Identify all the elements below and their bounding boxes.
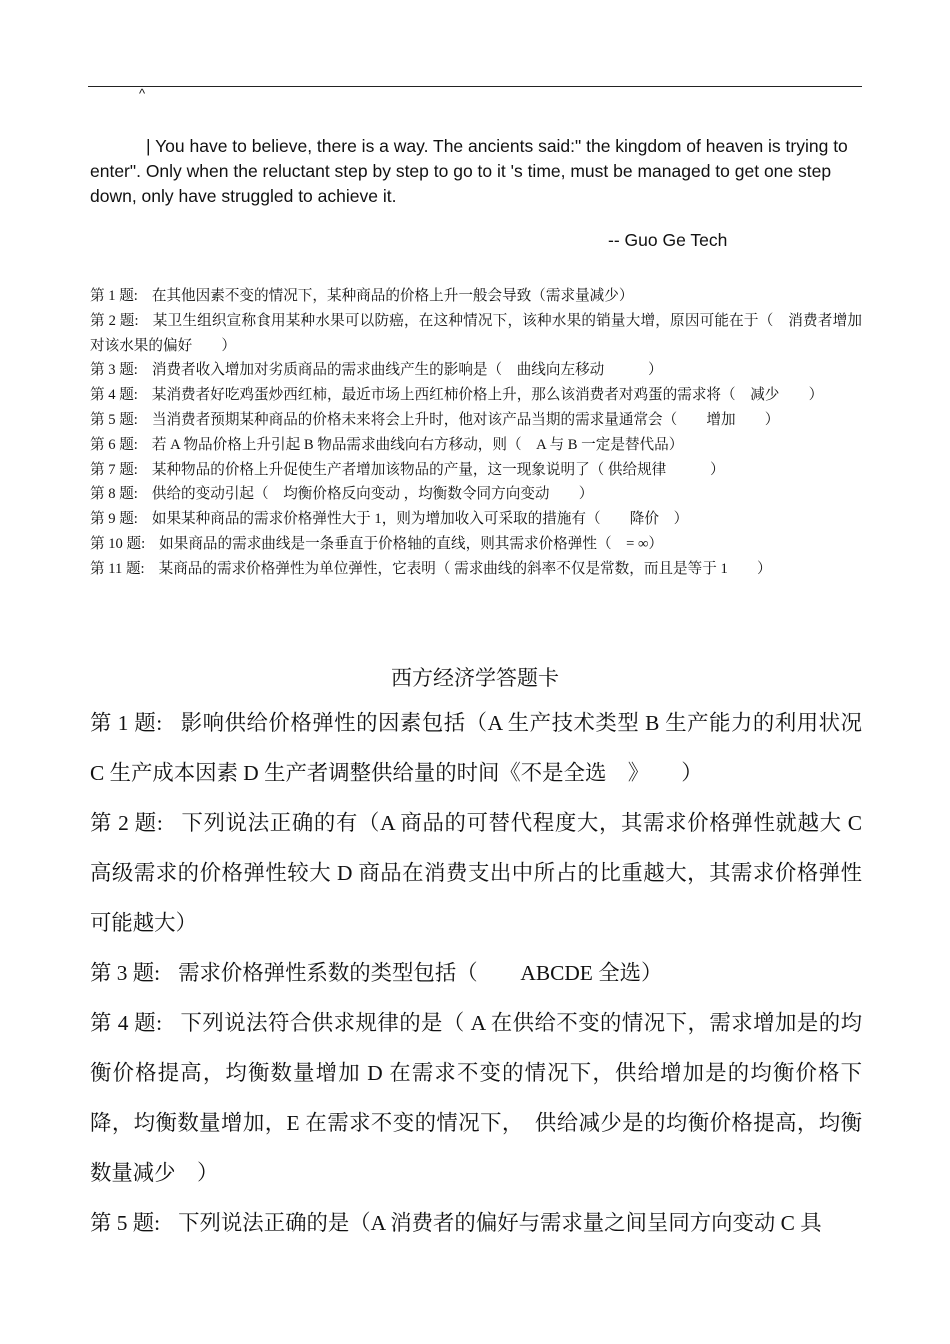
question-text: 某种物品的价格上升促使生产者增加该物品的产量，这一现象说明了（ 供给规律 ） <box>151 461 725 478</box>
question-text: 下列说法正确的是（A 消费者的偏好与需求量之间呈同方向变动 C 具 <box>178 1211 822 1235</box>
question-item <box>90 358 862 383</box>
question-text: 某消费者好吃鸡蛋炒西红柿，最近市场上西红柿价格上升，那么该消费者对鸡蛋的需求将（ 减少 ） <box>151 387 824 404</box>
question-text: 某商品的需求价格弹性为单位弹性，它表明（ 需求曲线的斜率不仅是常数，而且是等于 1 ） <box>158 560 772 577</box>
question-text: 供给的变动引起（ 均衡价格反向变动 ，均衡数令同方向变动 ） <box>151 486 594 503</box>
question-number: 第 3 题: <box>90 961 161 985</box>
question-item <box>90 532 862 557</box>
header-caret: ^ <box>139 86 146 101</box>
quote-text: | You have to believe, there is a way. The ancients said:" the kingdom of heaven is trying to enter". Only when the reluctant step by step to go to it 's time, must be managed to get one step down, only have struggled to achieve it. <box>90 136 848 206</box>
question-text: 如果某种商品的需求价格弹性大于 1，则为增加收入可采取的措施有（ 降价 ） <box>151 511 689 528</box>
question-number: 第 5 题: <box>90 411 138 428</box>
question-text: 当消费者预期某种商品的价格未来将会上升时，他对该产品当期的需求量通常会（ 增加 ） <box>151 411 780 428</box>
question-text: 消费者收入增加对劣质商品的需求曲线产生的影响是（ 曲线向左移动 ） <box>151 362 663 379</box>
question-text: 若 A 物品价格上升引起 B 物品需求曲线向右方移动，则（ A 与 B 一定是替代品） <box>151 436 684 453</box>
question-text: 某卫生组织宣称食用某种水果可以防癌，在这种情况下，该种水果的销量大增，原因可能在于（ 消费者增加对该水果的偏好 ） <box>90 312 862 354</box>
question-list-small <box>90 284 862 582</box>
question-number: 第 9 题: <box>90 511 138 528</box>
question-number: 第 4 题: <box>90 1011 163 1035</box>
answer-card-question-item <box>90 948 862 998</box>
answer-card-question-item <box>90 998 862 1198</box>
question-text: 如果商品的需求曲线是一条垂直于价格轴的直线，则其需求价格弹性（ = ∞） <box>159 535 664 552</box>
answer-card-question-item <box>90 698 862 798</box>
quote-signature: -- Guo Ge Tech <box>608 230 728 250</box>
question-number: 第 1 题: <box>90 711 163 735</box>
answer-card-question-item <box>90 1198 862 1248</box>
question-text: 下列说法正确的有（A 商品的可替代程度大，其需求价格弹性就越大 C 高级需求的价格弹性较大 D 商品在消费支出中所占的比重越大，其需求价格弹性可能越大） <box>90 811 862 935</box>
question-text: 下列说法符合供求规律的是（ A 在供给不变的情况下，需求增加是的均衡价格提高，均衡数量增加 D 在需求不变的情况下，供给增加是的均衡价格下降，均衡数量增加，E 在需求不变的情况下， 供给减少是的均衡价格提高，均衡数量减少 ） <box>90 1011 862 1185</box>
question-number: 第 11 题: <box>90 560 145 577</box>
question-item <box>90 284 862 309</box>
question-number: 第 6 题: <box>90 436 138 453</box>
question-number: 第 4 题: <box>90 387 138 404</box>
question-item <box>90 482 862 507</box>
question-text: 影响供给价格弹性的因素包括（A 生产技术类型 B 生产能力的利用状况 C 生产成本因素 D 生产者调整供给量的时间《不是全选 》 ） <box>90 711 862 785</box>
question-number: 第 1 题: <box>90 288 138 304</box>
question-number: 第 2 题: <box>90 811 163 835</box>
quote-paragraph <box>90 134 865 209</box>
question-number: 第 8 题: <box>90 486 138 503</box>
header-rule <box>88 86 862 87</box>
answer-card-title: 西方经济学答题卡 <box>391 666 559 690</box>
question-item <box>90 433 862 458</box>
question-text: 需求价格弹性系数的类型包括（ ABCDE 全选） <box>178 961 663 985</box>
answer-card-question-list <box>90 698 862 1248</box>
question-item <box>90 507 862 532</box>
question-number: 第 5 题: <box>90 1211 161 1235</box>
question-number: 第 3 题: <box>90 362 138 379</box>
question-item <box>90 309 862 359</box>
question-number: 第 7 题: <box>90 461 138 478</box>
question-item <box>90 383 862 408</box>
question-number: 第 10 题: <box>90 535 146 552</box>
answer-card-question-item <box>90 798 862 948</box>
question-item <box>90 408 862 433</box>
question-text: 在其他因素不变的情况下，某种商品的价格上升一般会导致（需求量减少） <box>151 288 634 304</box>
question-item <box>90 458 862 483</box>
question-number: 第 2 题: <box>90 312 139 329</box>
question-item <box>90 557 862 582</box>
